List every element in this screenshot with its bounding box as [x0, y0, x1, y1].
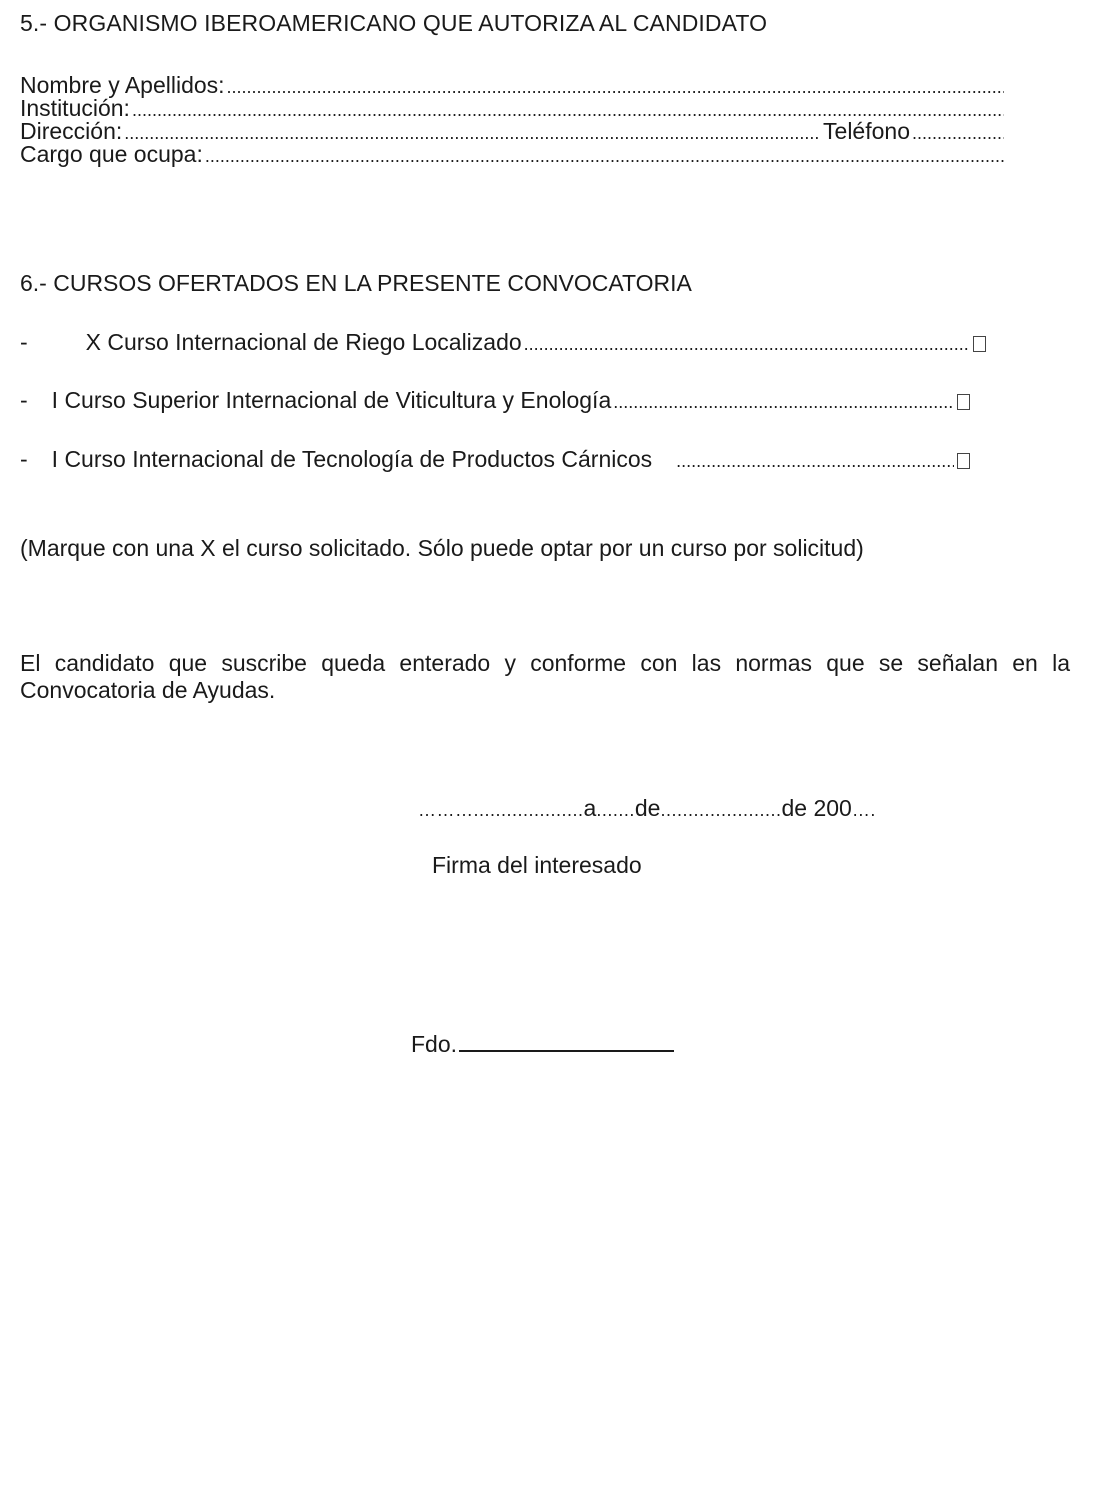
field-label-cargo: Cargo que ocupa: — [20, 141, 203, 167]
field-label-nombre: Nombre y Apellidos: — [20, 72, 225, 98]
dotted-fill-line[interactable] — [124, 122, 821, 145]
course-label-carnicos: I Curso Internacional de Tecnología de Productos Cárnicos — [51, 446, 653, 472]
selection-note: (Marque con una X el curso solicitado. Sólo puede optar por un curso por solicitud) — [20, 535, 864, 561]
statement-line-2: Convocatoria de Ayudas. — [20, 677, 276, 703]
signature-caption: Firma del interesado — [432, 852, 642, 878]
course-label-riego: X Curso Internacional de Riego Localizado — [85, 329, 522, 355]
statement-line-1: El candidato que suscribe queda enterado y conforme con las normas que se señalan en la — [20, 650, 1070, 676]
field-label-telefono: Teléfono — [823, 118, 910, 144]
list-dash: - — [20, 387, 28, 413]
date-de-label: de — [634, 795, 661, 821]
list-dash: - — [20, 446, 28, 472]
dotted-leader — [613, 392, 954, 413]
section-5-title: 5.- ORGANISMO IBEROAMERICANO QUE AUTORIZA AL CANDIDATO — [20, 10, 768, 36]
list-dash: - — [20, 329, 28, 355]
checkbox-carnicos[interactable] — [957, 453, 970, 469]
fdo-label: Fdo. — [411, 1031, 458, 1057]
section-6-title: 6.- CURSOS OFERTADOS EN LA PRESENTE CONVOCATORIA — [20, 270, 692, 296]
signature-block — [411, 1030, 674, 1058]
course-row-carnicos — [20, 446, 970, 473]
course-row-viticultura — [20, 387, 970, 414]
checkbox-viticultura[interactable] — [957, 394, 970, 410]
field-label-institucion: Institución: — [20, 95, 130, 121]
date-day-dots[interactable]: ....... — [596, 800, 635, 820]
acceptance-statement — [20, 650, 1070, 704]
checkbox-riego[interactable] — [973, 336, 986, 352]
dotted-leader — [524, 334, 970, 355]
signature-line[interactable] — [459, 1030, 674, 1052]
course-row-riego — [20, 329, 986, 356]
dotted-leader — [676, 451, 954, 472]
dotted-fill-line-telefono[interactable] — [912, 122, 1004, 145]
field-cargo[interactable] — [20, 143, 1004, 168]
date-year-label: de 200 — [781, 795, 852, 821]
date-year-dots[interactable]: …. — [851, 800, 876, 820]
date-month-dots[interactable]: ...................... — [660, 800, 782, 820]
date-line[interactable] — [418, 795, 876, 822]
course-label-viticultura: I Curso Superior Internacional de Viticultura y Enología — [51, 387, 612, 413]
date-a-label: a — [583, 795, 597, 821]
field-nombre-apellidos[interactable] — [20, 74, 1004, 99]
date-place-dots[interactable]: ……….................... — [418, 800, 584, 820]
dotted-fill-line[interactable] — [227, 76, 1004, 99]
dotted-fill-line[interactable] — [205, 145, 1004, 168]
field-label-direccion: Dirección: — [20, 118, 123, 144]
